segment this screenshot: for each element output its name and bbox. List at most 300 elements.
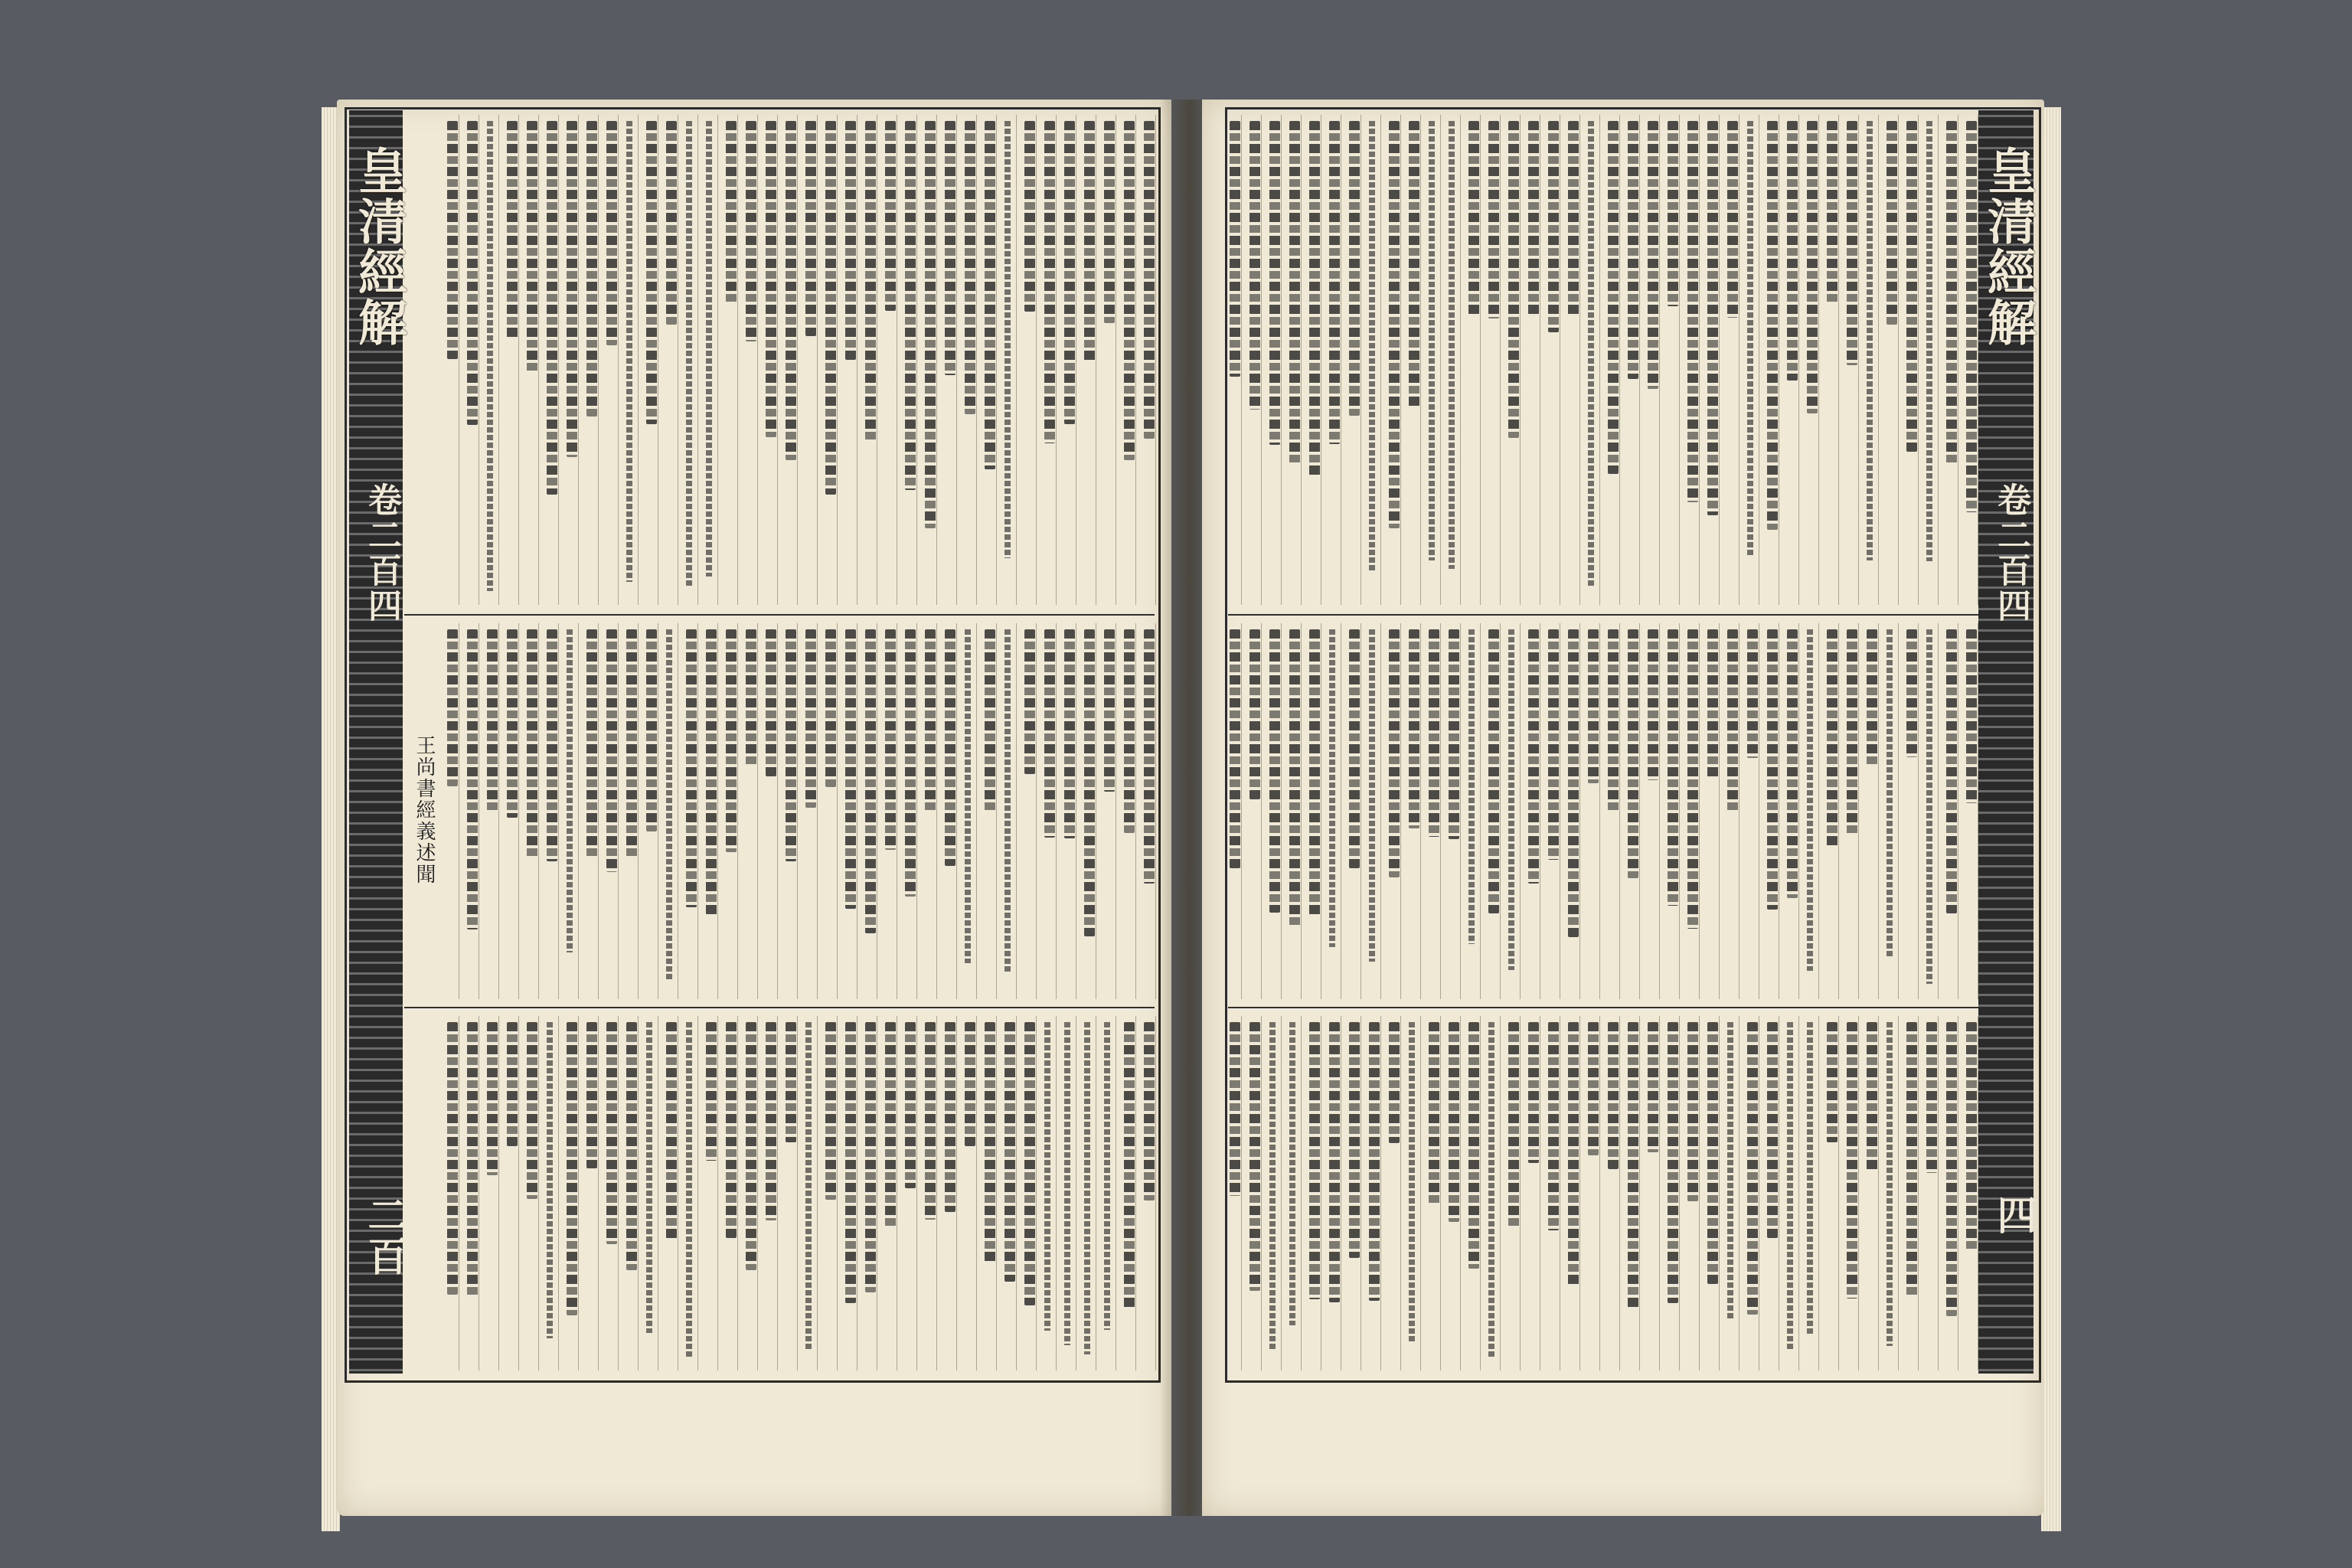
text-column — [447, 629, 458, 786]
column-rule — [1460, 115, 1461, 605]
column-rule — [1036, 115, 1037, 605]
text-column — [1588, 121, 1594, 588]
column-rule — [1380, 623, 1381, 999]
text-column — [1687, 121, 1698, 502]
text-column — [467, 629, 478, 929]
column-rule — [996, 115, 997, 605]
text-column — [706, 629, 717, 915]
column-rule — [717, 1016, 718, 1370]
text-column — [1827, 121, 1838, 303]
text-column — [885, 629, 896, 850]
text-column — [1608, 1022, 1619, 1169]
left-tier-divider-1 — [404, 614, 1155, 616]
column-rule — [1400, 115, 1401, 605]
column-rule — [1639, 1016, 1640, 1370]
column-rule — [777, 1016, 778, 1370]
column-rule — [1480, 1016, 1481, 1370]
text-column — [547, 121, 557, 495]
column-rule — [1400, 1016, 1401, 1370]
text-column — [487, 629, 498, 811]
column-rule — [1520, 1016, 1521, 1370]
text-column — [965, 121, 975, 414]
column-rule — [1878, 623, 1879, 999]
text-column — [726, 1022, 737, 1238]
text-column — [547, 1022, 553, 1338]
text-column — [766, 121, 776, 437]
column-rule — [518, 1016, 519, 1370]
column-rule — [1659, 1016, 1660, 1370]
text-column — [1124, 1022, 1135, 1310]
text-column — [1084, 1022, 1090, 1354]
text-column — [1369, 121, 1375, 571]
left-volume-label: 卷二百四 — [362, 482, 401, 623]
column-rule — [936, 115, 937, 605]
text-column — [945, 121, 956, 375]
text-column — [586, 121, 597, 416]
text-column — [1926, 629, 1932, 984]
column-rule — [956, 115, 957, 605]
text-column — [1668, 1022, 1678, 1303]
text-column — [865, 1022, 876, 1292]
column-rule — [578, 623, 579, 999]
column-rule — [777, 115, 778, 605]
left-tier-divider-2 — [404, 1007, 1155, 1008]
column-rule — [558, 1016, 559, 1370]
column-rule — [1619, 115, 1620, 605]
text-column — [1946, 121, 1957, 465]
text-column — [1488, 629, 1499, 913]
text-column — [547, 629, 557, 861]
column-rule — [598, 115, 599, 605]
column-rule — [1420, 115, 1421, 605]
column-rule — [1579, 623, 1580, 999]
text-column — [1568, 1022, 1579, 1286]
text-column — [1250, 121, 1260, 410]
right-tier-divider-2 — [1228, 1007, 1978, 1008]
text-column — [686, 121, 692, 586]
text-column — [1886, 121, 1897, 325]
column-rule — [1241, 623, 1242, 999]
text-column — [1064, 1022, 1070, 1345]
text-column — [567, 629, 573, 952]
text-column — [746, 1022, 756, 1270]
column-rule — [1739, 1016, 1740, 1370]
column-rule — [1460, 623, 1461, 999]
text-column — [1548, 121, 1559, 332]
column-rule — [1056, 623, 1057, 999]
column-rule — [797, 115, 798, 605]
text-column — [706, 1022, 717, 1161]
text-column — [1687, 629, 1698, 929]
text-column — [1668, 629, 1678, 906]
column-rule — [598, 1016, 599, 1370]
text-column — [1488, 121, 1499, 318]
text-column — [885, 1022, 896, 1227]
text-column — [1044, 121, 1055, 443]
text-column — [1807, 1022, 1813, 1335]
column-rule — [1679, 115, 1680, 605]
text-column — [845, 629, 856, 909]
text-column — [1230, 1022, 1240, 1196]
text-column — [686, 629, 697, 907]
column-rule — [757, 1016, 758, 1370]
column-rule — [1440, 1016, 1441, 1370]
column-rule — [1281, 115, 1282, 605]
column-rule — [916, 1016, 917, 1370]
text-column — [1747, 121, 1753, 557]
text-column — [1608, 121, 1619, 474]
column-rule — [618, 115, 619, 605]
column-rule — [1798, 623, 1799, 999]
text-column — [507, 121, 518, 340]
column-rule — [1739, 115, 1740, 605]
column-rule — [1639, 623, 1640, 999]
text-column — [1548, 1022, 1559, 1230]
column-rule — [956, 1016, 957, 1370]
text-column — [1064, 121, 1075, 424]
column-rule — [1699, 115, 1700, 605]
text-column — [666, 1022, 677, 1241]
column-rule — [638, 623, 639, 999]
text-column — [1926, 121, 1932, 561]
text-column — [786, 629, 796, 861]
column-rule — [1520, 115, 1521, 605]
text-column — [1409, 1022, 1415, 1343]
column-rule — [717, 623, 718, 999]
text-column — [1648, 121, 1658, 389]
text-column — [1508, 121, 1519, 438]
text-column — [965, 1022, 975, 1146]
text-column — [1004, 121, 1011, 558]
text-column — [1528, 1022, 1539, 1163]
text-column — [1906, 121, 1917, 452]
text-column — [1807, 629, 1813, 971]
text-column — [487, 1022, 498, 1175]
text-column — [1250, 1022, 1260, 1291]
column-rule — [1918, 1016, 1919, 1370]
text-column — [1329, 629, 1335, 947]
column-rule — [558, 115, 559, 605]
column-rule — [916, 115, 917, 605]
text-column — [1946, 1022, 1957, 1316]
text-column — [1144, 629, 1155, 884]
text-column — [1727, 1022, 1733, 1321]
text-column — [1044, 629, 1055, 838]
column-rule — [837, 115, 838, 605]
text-column — [487, 121, 493, 591]
column-rule — [1500, 115, 1501, 605]
column-rule — [936, 1016, 937, 1370]
text-column — [1608, 629, 1619, 812]
text-column — [1389, 1022, 1400, 1143]
text-column — [786, 121, 796, 460]
text-column — [1044, 1022, 1050, 1331]
left-page-number: 二百 — [361, 1194, 407, 1277]
text-column — [1389, 629, 1400, 877]
column-rule — [837, 1016, 838, 1370]
right-volume-label: 卷二百四 — [1991, 482, 2030, 623]
column-rule — [1838, 1016, 1839, 1370]
column-rule — [1155, 623, 1156, 999]
column-rule — [638, 115, 639, 605]
text-column — [1528, 121, 1539, 315]
text-column — [925, 1022, 936, 1220]
text-column — [1568, 121, 1579, 315]
text-column — [1409, 629, 1419, 828]
text-column — [1488, 1022, 1494, 1358]
text-column — [1084, 629, 1095, 936]
text-column — [1966, 629, 1977, 803]
column-rule — [1719, 115, 1720, 605]
text-column — [626, 121, 632, 582]
column-rule — [1679, 1016, 1680, 1370]
text-column — [1309, 1022, 1320, 1299]
left-imprint: 王尚書經義述聞 — [413, 735, 436, 885]
column-rule — [1659, 115, 1660, 605]
text-column — [567, 1022, 577, 1315]
text-column — [1329, 1022, 1340, 1302]
column-rule — [996, 623, 997, 999]
text-column — [1568, 629, 1579, 937]
column-rule — [1135, 1016, 1136, 1370]
text-column — [1807, 121, 1818, 413]
text-column — [1104, 121, 1115, 323]
text-column — [1230, 121, 1240, 377]
text-column — [1449, 1022, 1459, 1222]
column-rule — [1579, 1016, 1580, 1370]
text-column — [1369, 1022, 1380, 1301]
column-rule — [538, 1016, 539, 1370]
text-column — [1966, 1022, 1977, 1250]
column-rule — [538, 623, 539, 999]
column-rule — [1281, 623, 1282, 999]
column-rule — [1480, 623, 1481, 999]
text-column — [1906, 629, 1917, 757]
column-rule — [498, 115, 499, 605]
text-column — [1847, 629, 1857, 835]
text-column — [1648, 1022, 1658, 1152]
text-column — [746, 629, 756, 766]
column-rule — [697, 623, 698, 999]
column-rule — [1261, 115, 1262, 605]
text-column — [1707, 1022, 1718, 1284]
text-column — [1867, 629, 1877, 766]
column-rule — [996, 1016, 997, 1370]
column-rule — [1036, 623, 1037, 999]
text-column — [885, 121, 896, 311]
column-rule — [1818, 623, 1819, 999]
column-rule — [1301, 115, 1302, 605]
text-column — [1767, 1022, 1778, 1238]
text-column — [1004, 1022, 1015, 1282]
column-rule — [1918, 623, 1919, 999]
text-column — [1847, 1022, 1857, 1298]
text-column — [1329, 121, 1340, 444]
left-page — [337, 100, 1171, 1516]
text-column — [447, 121, 458, 359]
column-rule — [1679, 623, 1680, 999]
text-column — [1847, 121, 1857, 365]
column-rule — [1619, 623, 1620, 999]
text-column — [805, 121, 816, 336]
column-rule — [1858, 623, 1859, 999]
column-rule — [1659, 623, 1660, 999]
right-page-number: 四 — [1990, 1194, 2037, 1236]
text-column — [666, 629, 672, 979]
column-rule — [1639, 115, 1640, 605]
column-rule — [797, 623, 798, 999]
column-rule — [498, 623, 499, 999]
text-column — [626, 1022, 637, 1270]
text-column — [726, 629, 737, 852]
text-column — [1429, 1022, 1439, 1204]
text-column — [1064, 629, 1075, 838]
column-rule — [1135, 115, 1136, 605]
text-column — [1787, 629, 1798, 898]
text-column — [686, 1022, 692, 1359]
column-rule — [618, 623, 619, 999]
text-column — [1289, 1022, 1295, 1325]
text-column — [1946, 629, 1957, 913]
text-column — [1628, 121, 1638, 379]
column-rule — [498, 1016, 499, 1370]
column-rule — [1016, 623, 1017, 999]
column-rule — [1858, 1016, 1859, 1370]
text-column — [1144, 121, 1155, 439]
column-rule — [936, 623, 937, 999]
text-column — [1024, 1022, 1035, 1305]
text-column — [586, 629, 597, 858]
column-rule — [1699, 1016, 1700, 1370]
text-column — [925, 121, 936, 528]
column-rule — [817, 623, 818, 999]
text-column — [746, 121, 756, 341]
text-column — [1966, 121, 1977, 512]
column-rule — [857, 115, 858, 605]
text-column — [1349, 629, 1360, 868]
column-rule — [1898, 1016, 1899, 1370]
text-column — [1104, 629, 1115, 792]
column-rule — [1898, 623, 1899, 999]
text-column — [1747, 629, 1758, 758]
text-column — [1269, 1022, 1276, 1351]
column-rule — [518, 623, 519, 999]
text-column — [1707, 629, 1718, 777]
column-rule — [857, 1016, 858, 1370]
text-column — [1548, 629, 1559, 860]
column-rule — [1878, 115, 1879, 605]
text-column — [1024, 121, 1035, 312]
column-rule — [638, 1016, 639, 1370]
text-column — [1468, 1022, 1479, 1269]
text-column — [1269, 121, 1280, 445]
column-rule — [1440, 623, 1441, 999]
text-column — [1409, 121, 1419, 408]
text-column — [1508, 1022, 1519, 1227]
column-rule — [1898, 115, 1899, 605]
text-column — [1767, 629, 1778, 910]
text-column — [1369, 629, 1375, 962]
text-column — [1687, 1022, 1698, 1201]
column-rule — [1798, 1016, 1799, 1370]
text-column — [1906, 1022, 1917, 1295]
text-column — [646, 629, 657, 831]
column-rule — [976, 115, 977, 605]
text-column — [1004, 629, 1011, 972]
column-rule — [797, 1016, 798, 1370]
text-column — [845, 1022, 856, 1303]
text-column — [965, 629, 971, 963]
text-column — [805, 629, 816, 808]
text-column — [1349, 121, 1360, 416]
column-rule — [697, 1016, 698, 1370]
text-column — [1289, 121, 1300, 465]
text-column — [1144, 1022, 1155, 1200]
column-rule — [1798, 115, 1799, 605]
text-column — [606, 121, 617, 345]
column-rule — [1938, 1016, 1939, 1370]
text-column — [1787, 121, 1798, 381]
text-column — [1449, 629, 1459, 839]
text-column — [985, 1022, 995, 1263]
column-rule — [1818, 1016, 1819, 1370]
column-rule — [737, 115, 738, 605]
column-rule — [1858, 115, 1859, 605]
text-column — [1926, 1022, 1937, 1173]
text-column — [666, 121, 677, 325]
text-column — [985, 629, 995, 812]
text-column — [706, 121, 712, 577]
text-column — [1588, 629, 1599, 783]
text-column — [1827, 629, 1838, 846]
column-rule — [737, 1016, 738, 1370]
text-column — [1707, 121, 1718, 515]
column-rule — [618, 1016, 619, 1370]
column-rule — [1719, 623, 1720, 999]
column-rule — [1301, 1016, 1302, 1370]
column-rule — [578, 115, 579, 605]
text-column — [1727, 629, 1738, 811]
column-rule — [598, 623, 599, 999]
column-rule — [1460, 1016, 1461, 1370]
text-column — [1124, 121, 1135, 460]
column-rule — [1599, 623, 1600, 999]
text-column — [905, 629, 916, 897]
column-rule — [1938, 115, 1939, 605]
text-column — [805, 1022, 812, 1351]
column-rule — [518, 115, 519, 605]
column-rule — [1739, 623, 1740, 999]
right-tier-divider-1 — [1228, 614, 1978, 616]
text-column — [1429, 629, 1439, 837]
text-column — [1827, 1022, 1838, 1142]
text-column — [626, 629, 637, 858]
column-rule — [737, 623, 738, 999]
text-column — [1124, 629, 1135, 833]
text-column — [606, 629, 617, 872]
column-rule — [1036, 1016, 1037, 1370]
right-series-title: 皇清經解 — [1979, 145, 2037, 348]
column-rule — [558, 623, 559, 999]
column-rule — [1056, 1016, 1057, 1370]
text-column — [1886, 629, 1893, 959]
text-column — [825, 629, 836, 787]
column-rule — [1500, 1016, 1501, 1370]
column-rule — [1500, 623, 1501, 999]
text-column — [1289, 629, 1300, 927]
column-rule — [976, 623, 977, 999]
column-rule — [538, 115, 539, 605]
